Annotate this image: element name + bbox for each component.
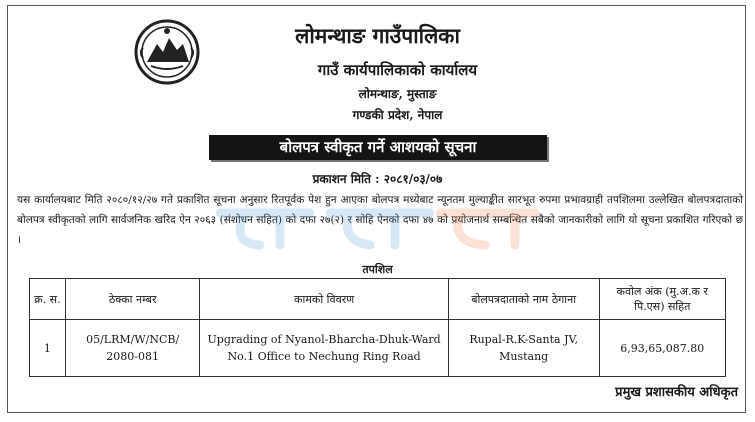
cell-sn: 1 — [30, 320, 66, 377]
notice-body: यस कार्यालयबाट मिति २०८०/१२/२७ गते प्रकाशित सूचना अनुसार रितपूर्वक पेश हुन आएका बोलपत्र मध्येबाट न्यूनतम मुल्याङ्कीत सारभूत रुपमा प्रभावग्राही तपशिलमा उल्लेखित बोलपत्रदाताको बोलपत्र स्वीकृतको लागि सार्वजनिक खरिद ऐन २०६३ (संशोधन सहित) को दफा २७(२) र सोहि ऐनको दफा ४७ को प्रयोजनार्थ सम्बन्धित सबैको जानकारीको लागि यो सूचना प्रकाशित गरिएको छ । — [17, 194, 743, 246]
table-header-row — [30, 279, 726, 320]
office-title: लोमन्थाङ गाउँपालिका — [295, 23, 460, 48]
office-province: गण्डकी प्रदेश, नेपाल — [352, 108, 443, 122]
cell-amount: 6,93,65,087.80 — [599, 320, 726, 377]
office-subtitle: गाउँ कार्यपालिकाको कार्यालय — [317, 61, 478, 79]
cell-contract-no: 05/LRM/W/NCB/ 2080-081 — [65, 320, 200, 377]
notice-title-banner: बोलपत्र स्वीकृत गर्ने आशयको सूचना — [209, 135, 547, 160]
table-row — [30, 320, 726, 377]
header-bidder: बोलपत्रदाताको नाम ठेगाना — [448, 279, 599, 320]
header-sn: क्र. स. — [30, 279, 66, 320]
header-description: कामको विवरण — [200, 279, 448, 320]
office-location: लोमन्थाङ, मुस्ताङ — [358, 87, 437, 101]
publish-date: प्रकाशन मिति : २०८१/०३/०७ — [312, 172, 443, 186]
signatory: प्रमुख प्रशासकीय अधिकृत — [615, 385, 738, 400]
table-caption: तपशिल — [362, 263, 393, 276]
header-amount: कवोल अंक (मु.अ.क र पि.एस) सहित — [599, 279, 726, 320]
header-contract-no: ठेक्का नम्बर — [65, 279, 200, 320]
cell-description: Upgrading of Nyanol-Bharcha-Dhuk-Ward No.1 Office to Nechung Ring Road — [200, 320, 448, 377]
bid-table — [29, 278, 726, 377]
cell-bidder: Rupal-R.K-Santa JV, Mustang — [448, 320, 599, 377]
